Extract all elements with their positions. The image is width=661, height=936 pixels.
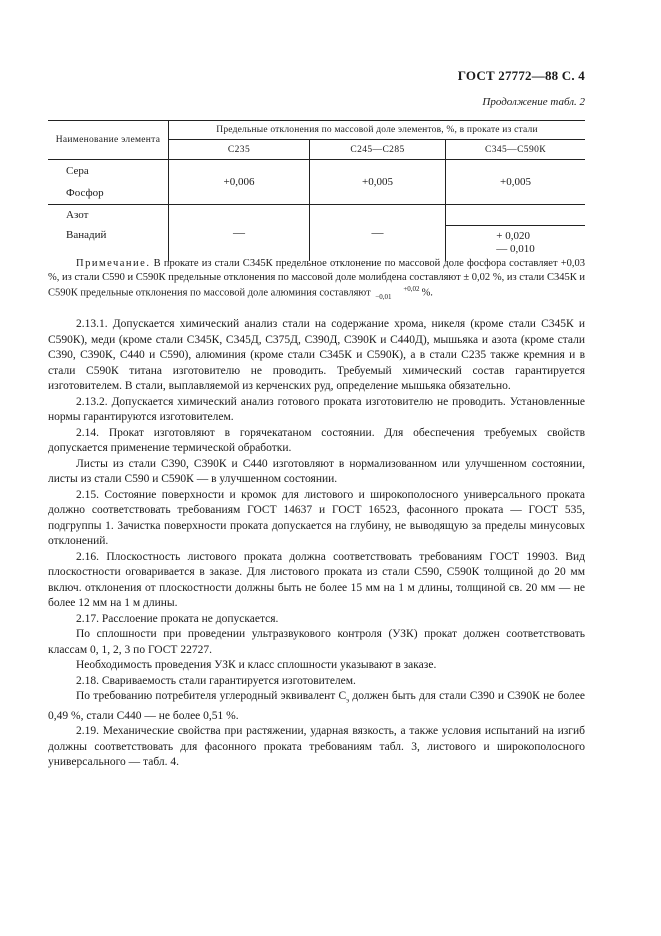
note-label: Примечание. bbox=[76, 258, 151, 269]
row-label-vanadium: Ванадий bbox=[48, 226, 169, 261]
table-continuation-label: Продолжение табл. 2 bbox=[482, 96, 585, 108]
row-label-phosphorus: Фосфор bbox=[48, 182, 169, 205]
value-nv-c245: — bbox=[310, 205, 446, 261]
element-name-header: Наименование элемента bbox=[48, 121, 169, 160]
paragraph-2-13-1: 2.13.1. Допускается химический анализ стали на содержание хрома, никеля (кроме стали С345К и С590К), меди (кроме стали С345К, С345Д, С375Д, С390Д, С390К и С440Д), мышьяка и азота (кроме стали С390, С390К, С440 и С590), алюминия (кроме стали С345К и С590К), а в стали С235 также кремния и в стали С590К титана изготовителю не проводить. Требуемый химический состав гарантируется изготовителем. В стали, выплавляемой из керченских руд, определение мышьяка обязательно. bbox=[48, 318, 585, 392]
table-note bbox=[48, 257, 585, 301]
paragraph-sheets-state: Листы из стали С390, С390К и С440 изготовляют в нормализованном или улучшенном состоянии, листы из стали С590 и С590К — в улучшенном состоянии. bbox=[48, 457, 585, 485]
vanadium-plus-value: + 0,020 bbox=[496, 230, 530, 243]
paragraph-2-17: 2.17. Расслоение проката не допускается. bbox=[76, 612, 279, 625]
value-sp-c245: +0,005 bbox=[310, 160, 446, 205]
paragraph-ultrasonic-order: Необходимость проведения УЗК и класс сплошности указывают в заказе. bbox=[76, 659, 437, 671]
value-sp-c345: +0,005 bbox=[446, 160, 586, 205]
paragraph-2-16: 2.16. Плоскостность листового проката должна соответствовать требованиям ГОСТ 19903. Вид плоскостности оговаривается в заказе. Для листового проката из стали С590, С590К толщиной до 20 мм включ. отклонения от плоскостности должны быть не более 15 мм на 1 м длины, толщиной св. 20 мм — не более 12 мм на 1 м длины. bbox=[48, 550, 585, 609]
vanadium-minus-value: — 0,010 bbox=[496, 243, 535, 256]
document-body bbox=[48, 317, 585, 771]
subheader-c235: С235 bbox=[169, 140, 310, 160]
value-v-c345 bbox=[446, 226, 586, 261]
deviation-table bbox=[48, 120, 585, 261]
paragraph-2-19: 2.19. Механические свойства при растяжении, ударная вязкость, а также условия испытаний на изгиб должны соответствовать для фасонного проката требованиям табл. 3, листового и широкополосного универсального — табл. 4. bbox=[48, 725, 585, 769]
paragraph-ultrasonic: По сплошности при проведении ультразвукового контроля (УЗК) прокат должен соответствовать классам 0, 1, 2, 3 по ГОСТ 22727. bbox=[48, 628, 585, 656]
paragraph-carbon-equivalent: По требованию потребителя углеродный эквивалент $С_э$ должен быть для стали С390 и С390К не более 0,49 %, стали С440 — не более 0,51 %. bbox=[48, 690, 585, 722]
paragraph-2-15: 2.15. Состояние поверхности и кромок для листового и широкополосного универсального проката должно соответствовать требованиям ГОСТ 14637 и ГОСТ 16523, фасонного проката — ГОСТ 535, подгруппы 1. Зачистка поверхности проката допускается на глубину, не выводящую за пределы минусовых отклонений. bbox=[48, 488, 585, 547]
subheader-c345-c590k: С345—С590К bbox=[446, 140, 586, 160]
note-unit: %. bbox=[421, 287, 433, 299]
paragraph-2-13-2: 2.13.2. Допускается химический анализ готового проката изготовителю не проводить. Установленные нормы гарантируются изготовителем. bbox=[48, 395, 585, 423]
paragraph-2-18: 2.18. Свариваемость стали гарантируется изготовителем. bbox=[76, 674, 356, 687]
value-nv-c235: — bbox=[169, 205, 310, 261]
row-label-nitrogen: Азот bbox=[48, 205, 169, 226]
note-fraction: +0,02 −0,01 bbox=[375, 285, 420, 301]
value-sp-c235: +0,006 bbox=[223, 176, 255, 188]
row-label-sulfur: Сера bbox=[48, 160, 169, 183]
note-text: В прокате из стали С345К предельное отклонение по массовой доле фосфора составляет +0,03 %, из стали С590 и С590К предельные отклонения по массовой доле молибдена составляют ± 0,02 %, из стали С345К и С590К предельные отклонения по массовой доле алюминия составляют bbox=[48, 258, 586, 299]
paragraph-2-14: 2.14. Прокат изготовляют в горячекатаном состоянии. Для обеспечения требуемых свойств допускается применение термической обработки. bbox=[48, 426, 585, 454]
page-header: ГОСТ 27772—88 С. 4 bbox=[457, 68, 585, 83]
deviation-group-header: Предельные отклонения по массовой доле элементов, %, в прокате из стали bbox=[169, 121, 586, 140]
subheader-c245-c285: С245—С285 bbox=[310, 140, 446, 160]
value-n-c345 bbox=[446, 205, 586, 226]
